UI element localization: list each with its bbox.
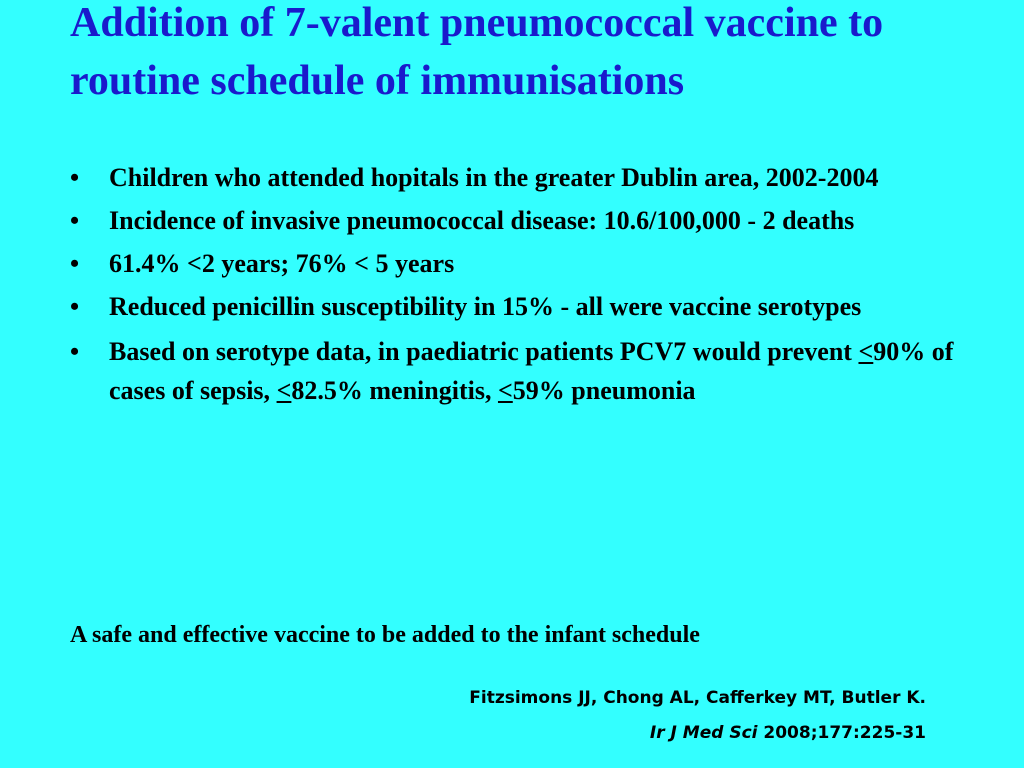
bullet-item [70, 332, 970, 410]
slide-title: Addition of 7-valent pneumococcal vaccine to routine schedule of immunisations [70, 0, 884, 104]
bullet-dot-icon: • [70, 249, 80, 278]
less-than-or-equal-sign: < [497, 376, 513, 405]
bullet-text-part: 59% pneumonia [512, 376, 696, 405]
reference-journal: Ir J Med Sci [649, 723, 758, 743]
reference-authors: Fitzsimons JJ, Chong AL, Cafferkey MT, Butler K. [469, 688, 926, 708]
bullet-item [70, 203, 970, 239]
bullet-item [70, 160, 970, 196]
conclusion-text: A safe and effective vaccine to be added to the infant schedule [70, 622, 700, 648]
less-than-or-equal-sign: < [276, 376, 292, 405]
bullet-dot-icon: • [70, 206, 80, 235]
bullet-text: 61.4% <2 years; 76% < 5 years [109, 249, 455, 278]
reference-citation [226, 723, 926, 743]
less-than-or-equal-sign: < [858, 337, 874, 366]
reference-volume: 2008;177:225-31 [757, 723, 926, 743]
bullet-item [70, 289, 970, 325]
bullet-dot-icon: • [70, 163, 80, 192]
bullet-list [70, 160, 970, 417]
bullet-text: Incidence of invasive pneumococcal disease: 10.6/100,000 - 2 deaths [109, 206, 855, 235]
bullet-text-part: Based on serotype data, in paediatric patients PCV7 would prevent [109, 337, 859, 366]
bullet-text: Children who attended hopitals in the greater Dublin area, 2002-2004 [109, 163, 879, 192]
bullet-text-part: 82.5% meningitis, [291, 376, 498, 405]
bullet-text: Reduced penicillin susceptibility in 15% - all were vaccine serotypes [109, 292, 862, 321]
bullet-dot-icon: • [70, 337, 80, 366]
bullet-dot-icon: • [70, 292, 80, 321]
bullet-item [70, 246, 970, 282]
bullet-text-part: 90% of cases of sepsis, [109, 337, 954, 405]
